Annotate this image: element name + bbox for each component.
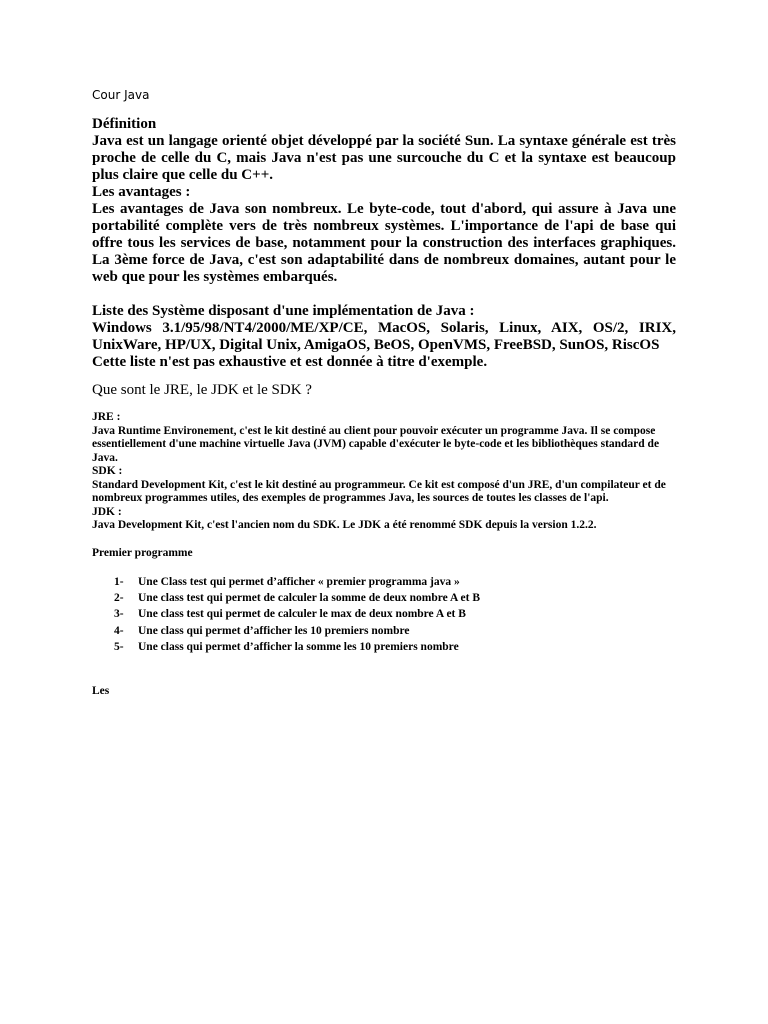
systems-heading: Liste des Système disposant d'une implémentation de Java : xyxy=(92,303,475,319)
systems-list: Windows 3.1/95/98/NT4/2000/ME/XP/CE, MacOS, Solaris, Linux, AIX, OS/2, IRIX, UnixWare, HP/UX, Digital Unix, AmigaOS, BeOS, OpenVMS, FreeBSD, SunOS, RiscOS xyxy=(92,320,676,353)
program-title: Premier programme xyxy=(92,546,193,559)
list-item-text: Une class test qui permet de calculer le max de deux nombre A et B xyxy=(138,608,466,621)
jdk-label: JDK : xyxy=(92,505,122,518)
list-item xyxy=(114,623,676,639)
list-item-number: 3- xyxy=(114,608,124,621)
jre-text: Java Runtime Environement, c'est le kit destiné au client pour pouvoir exécuter un programme Java. Il se compose essentiellement d'une machine virtuelle Java (JVM) capable d'exécuter le byte-code et les bibliothèques standard de Java. xyxy=(92,424,660,464)
list-item xyxy=(114,639,676,655)
list-item-text: Une class test qui permet de calculer la somme de deux nombre A et B xyxy=(138,592,480,605)
advantages-text: Les avantages de Java son nombreux. Le byte-code, tout d'abord, qui assure à Java une portabilité complète vers de très nombreux systèmes. L'importance de l'api de base qui offre tous les services de base, notamment pour la construction des interfaces graphiques. La 3ème force de Java, c'est son adaptabilité dans de nombreux domaines, autant pour le web que pour les systèmes embarqués. xyxy=(92,201,676,285)
definition-heading: Définition xyxy=(92,116,157,132)
document-page xyxy=(92,86,676,699)
list-item xyxy=(114,606,676,622)
document-header: Cour Java xyxy=(92,88,150,102)
list-item-text: Une Class test qui permet d’afficher « premier programma java » xyxy=(138,576,460,588)
sdk-label: SDK : xyxy=(92,465,123,477)
program-list xyxy=(114,574,676,655)
list-item-number: 1- xyxy=(114,576,124,588)
sdk-text: Standard Development Kit, c'est le kit destiné au programmeur. Ce kit est composé d'un JRE, d'un compilateur et de nombreux programmes utiles, des exemples de programmes Java, les sources de toutes les classes de l'api. xyxy=(92,478,666,504)
list-item-text: Une class qui permet d’afficher les 10 premiers nombre xyxy=(138,624,410,637)
list-item-number: 2- xyxy=(114,592,124,605)
list-item xyxy=(114,574,676,590)
systems-note: Cette liste n'est pas exhaustive et est donnée à titre d'exemple. xyxy=(92,354,488,370)
definitions-section xyxy=(92,411,676,699)
list-item-text: Une class qui permet d’afficher la somme les 10 premiers nombre xyxy=(138,640,459,653)
spacer xyxy=(92,286,676,303)
advantages-heading: Les avantages : xyxy=(92,184,191,200)
list-item-number: 5- xyxy=(114,640,124,653)
definition-text: Java est un langage orienté objet développé par la société Sun. La syntaxe générale est très proche de celle du C, mais Java n'est pas une surcouche du C et la syntaxe est beaucoup plus claire que celle du C++. xyxy=(92,133,676,183)
trailing-text: Les xyxy=(92,685,110,698)
list-item-number: 4- xyxy=(114,624,124,637)
intro-section xyxy=(92,116,676,371)
jre-label: JRE : xyxy=(92,411,121,423)
jdk-text: Java Development Kit, c'est l'ancien nom du SDK. Le JDK a été renommé SDK depuis la version 1.2.2. xyxy=(92,519,597,531)
question-heading: Que sont le JRE, le JDK et le SDK ? xyxy=(92,382,312,398)
list-item xyxy=(114,590,676,606)
